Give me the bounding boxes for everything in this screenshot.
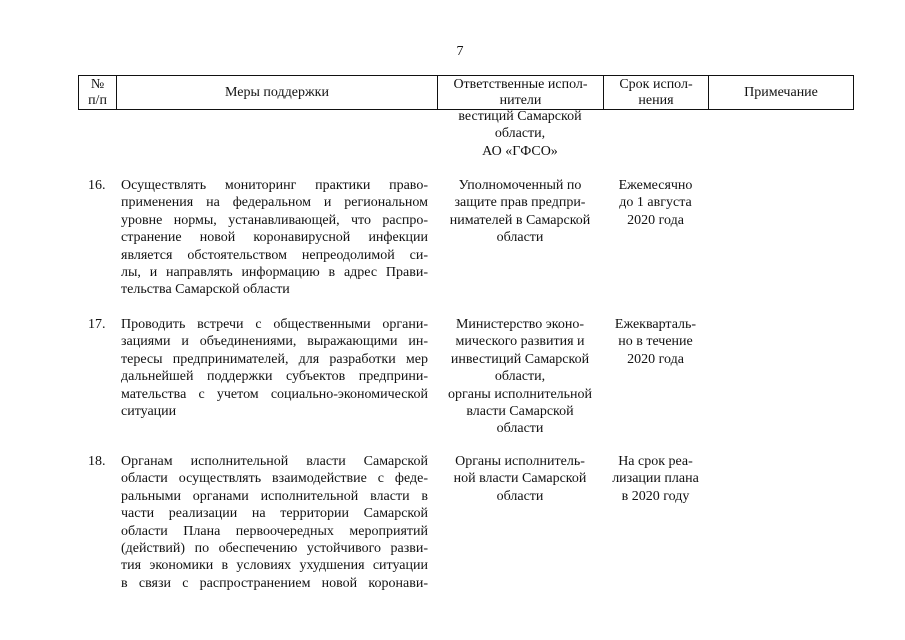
- page-number: 7: [456, 44, 464, 59]
- text-line: На срок реа-: [618, 454, 693, 469]
- text-line: в связи с распространением новой коронави-: [121, 575, 428, 591]
- text-line: (действий) по обеспечению устойчивого разви-: [121, 541, 428, 557]
- text-line: дальнейшей поддержки субъектов предприни-: [121, 369, 428, 385]
- text-line: Осуществлять мониторинг практики право-: [121, 178, 428, 193]
- text-line: странение новой коронавирусной инфекции: [121, 230, 428, 246]
- text-line: применения на федеральном и региональном: [121, 195, 428, 211]
- text-line: части реализации на территории Самарской: [121, 506, 428, 522]
- measure-text: [121, 177, 428, 299]
- text-line: Проводить встречи с общественными органи-: [121, 317, 428, 332]
- text-line: 2020 года: [627, 351, 684, 367]
- text-line: власти Самарской: [466, 404, 574, 420]
- text-line: Уполномоченный по: [458, 178, 582, 193]
- text-line: Срок испол-: [619, 76, 693, 92]
- text-line: но в течение: [618, 334, 693, 350]
- text-line: п/п: [88, 92, 107, 108]
- text-line: уровне нормы, устанавливающей, что распро-: [121, 212, 428, 228]
- text-line: инвестиций Самарской: [450, 351, 590, 367]
- text-line: Органам исполнительной власти Самарской: [121, 454, 428, 469]
- text-line: ситуации: [121, 404, 177, 420]
- text-line: ральными органами исполнительной власти в: [121, 488, 428, 504]
- text-line: Примечание: [744, 84, 818, 100]
- text-line: 2020 года: [627, 212, 684, 228]
- text-line: зациями и объединениями, выражающими ин-: [121, 334, 428, 350]
- text-line: области: [496, 421, 544, 437]
- deadline-text: [603, 177, 708, 229]
- text-line: тересы предпринимателей, для разработки мер: [121, 351, 428, 367]
- row-number: 18.: [88, 454, 106, 469]
- header-cell-note: [709, 76, 854, 109]
- measure-text: [121, 453, 428, 592]
- responsible-text: [437, 316, 603, 438]
- text-line: области: [496, 488, 544, 504]
- text-line: АО «ГФСО»: [482, 143, 558, 159]
- header-cell-deadline: [604, 76, 709, 109]
- text-line: области,: [494, 126, 546, 142]
- text-line: мического развития и: [455, 334, 585, 350]
- text-line: нения: [638, 92, 674, 108]
- text-line: Министерство эконо-: [455, 317, 585, 332]
- responsible-text: [437, 453, 603, 505]
- text-line: лы, и направлять информацию в адрес Прави-: [121, 265, 428, 281]
- text-line: является обстоятельством непреодолимой си-: [121, 247, 428, 263]
- text-line: Органы исполнитель-: [455, 454, 585, 469]
- header-cell-responsible: [438, 76, 604, 109]
- row-number: 17.: [88, 317, 106, 332]
- text-line: области Плана первоочередных мероприятий: [121, 523, 428, 539]
- deadline-text: [603, 316, 708, 368]
- deadline-text: [603, 453, 708, 505]
- text-line: в 2020 году: [621, 488, 690, 504]
- text-line: органы исполнительной: [447, 386, 593, 402]
- text-line: тельства Самарской области: [121, 282, 290, 298]
- text-line: лизации плана: [612, 471, 699, 487]
- text-line: защите прав предпри-: [454, 195, 586, 211]
- text-line: области осуществлять взаимодействие с феде-: [121, 471, 428, 487]
- responsible-text: [437, 108, 603, 160]
- row-number: 16.: [88, 178, 106, 193]
- text-line: Ежемесячно: [618, 178, 693, 193]
- text-line: тия экономики в условиях ухудшения ситуации: [121, 558, 428, 574]
- text-line: Ежекварталь-: [614, 317, 697, 332]
- text-line: нимателей в Самарской: [449, 212, 591, 228]
- text-line: Ответственные испол-: [453, 76, 588, 92]
- text-line: Меры поддержки: [225, 84, 329, 100]
- header-cell-number: [79, 76, 117, 109]
- measure-text: [121, 316, 428, 420]
- table-header: [78, 75, 854, 110]
- responsible-text: [437, 177, 603, 247]
- text-line: мательства с учетом социально-экономической: [121, 386, 428, 402]
- text-line: до 1 августа: [619, 195, 692, 211]
- text-line: нители: [499, 92, 542, 108]
- text-line: области,: [494, 369, 546, 385]
- text-line: вестиций Самарской: [458, 109, 582, 124]
- text-line: ной власти Самарской: [453, 471, 587, 487]
- header-cell-measures: [117, 76, 438, 109]
- text-line: области: [496, 230, 544, 246]
- text-line: №: [90, 76, 105, 92]
